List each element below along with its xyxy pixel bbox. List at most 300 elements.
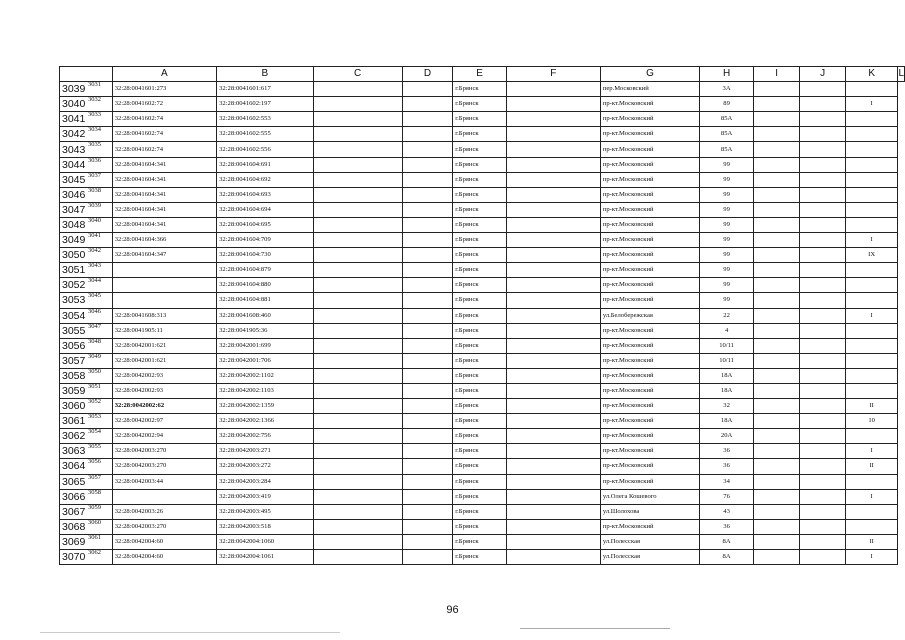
row-number-cell[interactable] [60, 187, 113, 202]
cell-j[interactable] [753, 550, 799, 565]
row-number-cell[interactable] [60, 489, 113, 504]
premises-cell[interactable]: II [845, 399, 898, 414]
row-number-cell[interactable] [60, 414, 113, 429]
house-number-cell[interactable]: 99 [700, 187, 754, 202]
cadastral-parcel-cell[interactable]: 32:28:0042002:94 [112, 429, 216, 444]
city-cell[interactable]: г.Брянск [453, 338, 507, 353]
cell-j[interactable] [753, 368, 799, 383]
row-number-cell[interactable] [60, 519, 113, 534]
cell-k[interactable] [800, 414, 846, 429]
cell-d[interactable] [313, 142, 402, 157]
cadastral-object-cell[interactable]: 32:28:0041602:555 [217, 127, 314, 142]
street-cell[interactable]: пр-кт.Московский [600, 127, 699, 142]
cadastral-object-cell[interactable]: 32:28:0041604:692 [217, 172, 314, 187]
street-cell[interactable]: пр-кт.Московский [600, 112, 699, 127]
cadastral-parcel-cell[interactable]: 32:28:0041905:11 [112, 323, 216, 338]
cadastral-parcel-cell[interactable]: 32:28:0042003:270 [112, 519, 216, 534]
cell-j[interactable] [753, 293, 799, 308]
cell-d[interactable] [313, 308, 402, 323]
premises-cell[interactable] [845, 263, 898, 278]
house-number-cell[interactable]: 22 [700, 308, 754, 323]
premises-cell[interactable] [845, 217, 898, 232]
cell-k[interactable] [800, 293, 846, 308]
city-cell[interactable]: г.Брянск [453, 97, 507, 112]
cell-e[interactable] [402, 97, 453, 112]
house-number-cell[interactable]: 43 [700, 504, 754, 519]
cell-d[interactable] [313, 278, 402, 293]
cadastral-object-cell[interactable]: 32:28:0042002:1103 [217, 383, 314, 398]
row-number-cell[interactable] [60, 82, 113, 97]
cell-d[interactable] [313, 534, 402, 549]
premises-cell[interactable] [845, 353, 898, 368]
cadastral-object-cell[interactable]: 32:28:0041604:730 [217, 248, 314, 263]
house-number-cell[interactable]: 32 [700, 399, 754, 414]
street-cell[interactable]: пр-кт.Московский [600, 157, 699, 172]
cell-e[interactable] [402, 414, 453, 429]
cell-g[interactable] [506, 278, 600, 293]
premises-cell[interactable]: I [845, 97, 898, 112]
column-header[interactable]: C [313, 67, 402, 82]
street-cell[interactable]: пр-кт.Московский [600, 172, 699, 187]
row-number-cell[interactable] [60, 429, 113, 444]
row-number-cell[interactable] [60, 368, 113, 383]
cell-g[interactable] [506, 248, 600, 263]
city-cell[interactable]: г.Брянск [453, 383, 507, 398]
cell-g[interactable] [506, 97, 600, 112]
city-cell[interactable]: г.Брянск [453, 353, 507, 368]
cell-j[interactable] [753, 519, 799, 534]
city-cell[interactable]: г.Брянск [453, 519, 507, 534]
street-cell[interactable]: пр-кт.Московский [600, 338, 699, 353]
street-cell[interactable]: пр-кт.Московский [600, 519, 699, 534]
cadastral-parcel-cell[interactable]: 32:28:0041604:366 [112, 233, 216, 248]
cadastral-object-cell[interactable]: 32:28:0042003:272 [217, 459, 314, 474]
cadastral-object-cell[interactable]: 32:28:0042001:706 [217, 353, 314, 368]
house-number-cell[interactable]: 99 [700, 217, 754, 232]
cell-j[interactable] [753, 157, 799, 172]
row-number-cell[interactable] [60, 278, 113, 293]
cell-d[interactable] [313, 127, 402, 142]
cadastral-object-cell[interactable]: 32:28:0041604:880 [217, 278, 314, 293]
cell-g[interactable] [506, 187, 600, 202]
premises-cell[interactable]: II [845, 534, 898, 549]
cell-e[interactable] [402, 353, 453, 368]
cell-e[interactable] [402, 187, 453, 202]
cell-k[interactable] [800, 383, 846, 398]
city-cell[interactable]: г.Брянск [453, 323, 507, 338]
cadastral-parcel-cell[interactable]: 32:28:0041608:313 [112, 308, 216, 323]
cell-g[interactable] [506, 202, 600, 217]
cell-k[interactable] [800, 127, 846, 142]
street-cell[interactable]: пр-кт.Московский [600, 233, 699, 248]
row-number-cell[interactable] [60, 293, 113, 308]
city-cell[interactable]: г.Брянск [453, 278, 507, 293]
house-number-cell[interactable]: 20А [700, 429, 754, 444]
cell-d[interactable] [313, 172, 402, 187]
street-cell[interactable]: пр-кт.Московский [600, 97, 699, 112]
cadastral-object-cell[interactable]: 32:28:0042002:1102 [217, 368, 314, 383]
premises-cell[interactable] [845, 323, 898, 338]
row-number-cell[interactable] [60, 217, 113, 232]
house-number-cell[interactable]: 10/11 [700, 338, 754, 353]
cadastral-object-cell[interactable]: 32:28:0041604:691 [217, 157, 314, 172]
cell-g[interactable] [506, 82, 600, 97]
column-header[interactable]: H [700, 67, 754, 82]
cadastral-parcel-cell[interactable] [112, 278, 216, 293]
column-header[interactable] [60, 67, 113, 82]
cell-d[interactable] [313, 383, 402, 398]
city-cell[interactable]: г.Брянск [453, 142, 507, 157]
cell-g[interactable] [506, 504, 600, 519]
city-cell[interactable]: г.Брянск [453, 202, 507, 217]
cell-k[interactable] [800, 157, 846, 172]
cell-e[interactable] [402, 82, 453, 97]
cadastral-parcel-cell[interactable]: 32:28:0042004:60 [112, 550, 216, 565]
cell-j[interactable] [753, 308, 799, 323]
cell-d[interactable] [313, 233, 402, 248]
cell-j[interactable] [753, 248, 799, 263]
premises-cell[interactable]: I [845, 444, 898, 459]
cell-j[interactable] [753, 217, 799, 232]
cell-d[interactable] [313, 459, 402, 474]
street-cell[interactable]: пр-кт.Московский [600, 217, 699, 232]
row-number-cell[interactable] [60, 383, 113, 398]
cell-d[interactable] [313, 248, 402, 263]
row-number-cell[interactable] [60, 459, 113, 474]
cell-d[interactable] [313, 444, 402, 459]
cell-g[interactable] [506, 550, 600, 565]
row-number-cell[interactable] [60, 474, 113, 489]
cell-j[interactable] [753, 112, 799, 127]
cell-d[interactable] [313, 550, 402, 565]
cadastral-object-cell[interactable]: 32:28:0041604:879 [217, 263, 314, 278]
row-number-cell[interactable] [60, 112, 113, 127]
cell-k[interactable] [800, 97, 846, 112]
cadastral-object-cell[interactable]: 32:28:0042003:495 [217, 504, 314, 519]
cell-d[interactable] [313, 429, 402, 444]
premises-cell[interactable]: I [845, 489, 898, 504]
cell-k[interactable] [800, 142, 846, 157]
cadastral-object-cell[interactable]: 32:28:0041604:693 [217, 187, 314, 202]
house-number-cell[interactable]: 36 [700, 519, 754, 534]
house-number-cell[interactable]: 99 [700, 278, 754, 293]
house-number-cell[interactable]: 18А [700, 383, 754, 398]
house-number-cell[interactable]: 3А [700, 82, 754, 97]
premises-cell[interactable] [845, 157, 898, 172]
cadastral-object-cell[interactable]: 32:28:0042003:284 [217, 474, 314, 489]
cell-e[interactable] [402, 278, 453, 293]
cell-d[interactable] [313, 202, 402, 217]
cell-g[interactable] [506, 233, 600, 248]
cadastral-object-cell[interactable]: 32:28:0042004:1060 [217, 534, 314, 549]
cadastral-parcel-cell[interactable]: 32:28:0041604:341 [112, 217, 216, 232]
city-cell[interactable]: г.Брянск [453, 534, 507, 549]
cell-j[interactable] [753, 187, 799, 202]
cell-g[interactable] [506, 459, 600, 474]
cadastral-object-cell[interactable]: 32:28:0042002:1359 [217, 399, 314, 414]
city-cell[interactable]: г.Брянск [453, 293, 507, 308]
premises-cell[interactable]: IX [845, 248, 898, 263]
cell-g[interactable] [506, 429, 600, 444]
street-cell[interactable]: ул.Белобережская [600, 308, 699, 323]
cell-j[interactable] [753, 263, 799, 278]
cell-d[interactable] [313, 217, 402, 232]
cell-e[interactable] [402, 459, 453, 474]
city-cell[interactable]: г.Брянск [453, 157, 507, 172]
cell-e[interactable] [402, 308, 453, 323]
cell-j[interactable] [753, 82, 799, 97]
cell-d[interactable] [313, 353, 402, 368]
cell-e[interactable] [402, 142, 453, 157]
cell-k[interactable] [800, 353, 846, 368]
city-cell[interactable]: г.Брянск [453, 127, 507, 142]
column-header[interactable]: A [112, 67, 216, 82]
city-cell[interactable]: г.Брянск [453, 172, 507, 187]
street-cell[interactable]: пр-кт.Московский [600, 459, 699, 474]
cadastral-parcel-cell[interactable]: 32:28:0041604:341 [112, 187, 216, 202]
house-number-cell[interactable]: 36 [700, 444, 754, 459]
cadastral-parcel-cell[interactable]: 32:28:0041602:74 [112, 112, 216, 127]
cadastral-object-cell[interactable]: 32:28:0041604:694 [217, 202, 314, 217]
cell-e[interactable] [402, 474, 453, 489]
street-cell[interactable]: пр-кт.Московский [600, 414, 699, 429]
cadastral-parcel-cell[interactable]: 32:28:0042004:60 [112, 534, 216, 549]
row-number-cell[interactable] [60, 338, 113, 353]
cell-e[interactable] [402, 429, 453, 444]
city-cell[interactable]: г.Брянск [453, 504, 507, 519]
cell-k[interactable] [800, 323, 846, 338]
cadastral-object-cell[interactable]: 32:28:0041604:695 [217, 217, 314, 232]
cell-g[interactable] [506, 383, 600, 398]
city-cell[interactable]: г.Брянск [453, 550, 507, 565]
cell-g[interactable] [506, 444, 600, 459]
cadastral-parcel-cell[interactable]: 32:28:0042003:26 [112, 504, 216, 519]
city-cell[interactable]: г.Брянск [453, 489, 507, 504]
cell-g[interactable] [506, 534, 600, 549]
cell-g[interactable] [506, 399, 600, 414]
premises-cell[interactable] [845, 338, 898, 353]
cell-j[interactable] [753, 504, 799, 519]
cadastral-object-cell[interactable]: 32:28:0042002:756 [217, 429, 314, 444]
cell-g[interactable] [506, 112, 600, 127]
row-number-cell[interactable] [60, 202, 113, 217]
column-header[interactable]: G [600, 67, 699, 82]
house-number-cell[interactable]: 99 [700, 233, 754, 248]
cell-e[interactable] [402, 248, 453, 263]
house-number-cell[interactable]: 99 [700, 248, 754, 263]
cell-e[interactable] [402, 323, 453, 338]
premises-cell[interactable] [845, 82, 898, 97]
street-cell[interactable]: пр-кт.Московский [600, 383, 699, 398]
cell-e[interactable] [402, 399, 453, 414]
cadastral-object-cell[interactable]: 32:28:0041601:617 [217, 82, 314, 97]
house-number-cell[interactable]: 99 [700, 202, 754, 217]
cadastral-object-cell[interactable]: 32:28:0042004:1061 [217, 550, 314, 565]
cell-k[interactable] [800, 504, 846, 519]
cadastral-parcel-cell[interactable]: 32:28:0042003:44 [112, 474, 216, 489]
cell-e[interactable] [402, 157, 453, 172]
column-header[interactable]: K [845, 67, 898, 82]
cadastral-object-cell[interactable]: 32:28:0042003:271 [217, 444, 314, 459]
column-header[interactable]: E [453, 67, 507, 82]
city-cell[interactable]: г.Брянск [453, 263, 507, 278]
cadastral-object-cell[interactable]: 32:28:0042002:1366 [217, 414, 314, 429]
city-cell[interactable]: г.Брянск [453, 399, 507, 414]
row-number-cell[interactable] [60, 248, 113, 263]
street-cell[interactable]: пр-кт.Московский [600, 399, 699, 414]
cell-j[interactable] [753, 353, 799, 368]
row-number-cell[interactable] [60, 172, 113, 187]
cadastral-parcel-cell[interactable]: 32:28:0042003:270 [112, 444, 216, 459]
street-cell[interactable]: пр-кт.Московский [600, 444, 699, 459]
premises-cell[interactable]: 10 [845, 414, 898, 429]
premises-cell[interactable]: I [845, 550, 898, 565]
premises-cell[interactable] [845, 202, 898, 217]
cell-k[interactable] [800, 217, 846, 232]
cadastral-parcel-cell[interactable]: 32:28:0041604:341 [112, 172, 216, 187]
cell-d[interactable] [313, 414, 402, 429]
house-number-cell[interactable]: 18А [700, 414, 754, 429]
cadastral-object-cell[interactable]: 32:28:0042003:518 [217, 519, 314, 534]
cell-k[interactable] [800, 248, 846, 263]
row-number-cell[interactable] [60, 399, 113, 414]
cadastral-parcel-cell[interactable] [112, 263, 216, 278]
row-number-cell[interactable] [60, 263, 113, 278]
premises-cell[interactable] [845, 187, 898, 202]
premises-cell[interactable] [845, 429, 898, 444]
house-number-cell[interactable]: 8А [700, 534, 754, 549]
cell-e[interactable] [402, 368, 453, 383]
city-cell[interactable]: г.Брянск [453, 217, 507, 232]
cell-j[interactable] [753, 444, 799, 459]
cell-e[interactable] [402, 202, 453, 217]
house-number-cell[interactable]: 89 [700, 97, 754, 112]
cadastral-parcel-cell[interactable]: 32:28:0041601:273 [112, 82, 216, 97]
column-header[interactable]: B [217, 67, 314, 82]
cell-j[interactable] [753, 414, 799, 429]
house-number-cell[interactable]: 99 [700, 263, 754, 278]
cell-g[interactable] [506, 519, 600, 534]
cell-g[interactable] [506, 142, 600, 157]
cadastral-object-cell[interactable]: 32:28:0041602:197 [217, 97, 314, 112]
cell-k[interactable] [800, 263, 846, 278]
cell-e[interactable] [402, 550, 453, 565]
city-cell[interactable]: г.Брянск [453, 368, 507, 383]
cell-k[interactable] [800, 172, 846, 187]
premises-cell[interactable] [845, 278, 898, 293]
cell-j[interactable] [753, 474, 799, 489]
street-cell[interactable]: ул.Олега Кошевого [600, 489, 699, 504]
cell-e[interactable] [402, 127, 453, 142]
premises-cell[interactable] [845, 383, 898, 398]
house-number-cell[interactable]: 85А [700, 112, 754, 127]
street-cell[interactable]: пр-кт.Московский [600, 323, 699, 338]
cell-j[interactable] [753, 202, 799, 217]
cadastral-object-cell[interactable]: 32:28:0041905:36 [217, 323, 314, 338]
cell-d[interactable] [313, 338, 402, 353]
premises-cell[interactable] [845, 474, 898, 489]
cadastral-parcel-cell[interactable]: 32:28:0041602:74 [112, 142, 216, 157]
cell-g[interactable] [506, 172, 600, 187]
cell-d[interactable] [313, 368, 402, 383]
cell-d[interactable] [313, 293, 402, 308]
city-cell[interactable]: г.Брянск [453, 459, 507, 474]
house-number-cell[interactable]: 99 [700, 293, 754, 308]
cell-k[interactable] [800, 444, 846, 459]
cell-g[interactable] [506, 308, 600, 323]
cell-j[interactable] [753, 172, 799, 187]
cell-k[interactable] [800, 368, 846, 383]
street-cell[interactable]: ул.Полесская [600, 550, 699, 565]
cell-k[interactable] [800, 429, 846, 444]
cadastral-object-cell[interactable]: 32:28:0041608:460 [217, 308, 314, 323]
cadastral-parcel-cell[interactable]: 32:28:0042002:93 [112, 368, 216, 383]
cell-g[interactable] [506, 157, 600, 172]
premises-cell[interactable] [845, 293, 898, 308]
cell-e[interactable] [402, 534, 453, 549]
cadastral-parcel-cell[interactable]: 32:28:0042003:270 [112, 459, 216, 474]
row-number-cell[interactable] [60, 353, 113, 368]
column-header[interactable]: J [800, 67, 846, 82]
cell-k[interactable] [800, 233, 846, 248]
row-number-cell[interactable] [60, 550, 113, 565]
cell-g[interactable] [506, 414, 600, 429]
cell-d[interactable] [313, 323, 402, 338]
cell-g[interactable] [506, 293, 600, 308]
cell-e[interactable] [402, 293, 453, 308]
cell-e[interactable] [402, 263, 453, 278]
city-cell[interactable]: г.Брянск [453, 414, 507, 429]
house-number-cell[interactable]: 36 [700, 459, 754, 474]
cadastral-parcel-cell[interactable]: 32:28:0042002:93 [112, 383, 216, 398]
cell-g[interactable] [506, 489, 600, 504]
premises-cell[interactable]: II [845, 459, 898, 474]
house-number-cell[interactable]: 4 [700, 323, 754, 338]
cadastral-parcel-cell[interactable]: 32:28:0042001:621 [112, 353, 216, 368]
house-number-cell[interactable]: 99 [700, 157, 754, 172]
city-cell[interactable]: г.Брянск [453, 308, 507, 323]
cell-k[interactable] [800, 534, 846, 549]
row-number-cell[interactable] [60, 504, 113, 519]
street-cell[interactable]: пер.Московский [600, 82, 699, 97]
row-number-cell[interactable] [60, 127, 113, 142]
cell-k[interactable] [800, 202, 846, 217]
cell-d[interactable] [313, 263, 402, 278]
house-number-cell[interactable]: 10/11 [700, 353, 754, 368]
premises-cell[interactable]: I [845, 308, 898, 323]
cell-k[interactable] [800, 519, 846, 534]
column-header[interactable]: F [506, 67, 600, 82]
cell-d[interactable] [313, 82, 402, 97]
house-number-cell[interactable]: 34 [700, 474, 754, 489]
cell-e[interactable] [402, 112, 453, 127]
city-cell[interactable]: г.Брянск [453, 233, 507, 248]
house-number-cell[interactable]: 85А [700, 127, 754, 142]
row-number-cell[interactable] [60, 308, 113, 323]
street-cell[interactable]: пр-кт.Московский [600, 278, 699, 293]
cell-j[interactable] [753, 142, 799, 157]
cell-k[interactable] [800, 459, 846, 474]
house-number-cell[interactable]: 8А [700, 550, 754, 565]
row-number-cell[interactable] [60, 97, 113, 112]
city-cell[interactable]: г.Брянск [453, 444, 507, 459]
cell-e[interactable] [402, 217, 453, 232]
cell-j[interactable] [753, 399, 799, 414]
cell-j[interactable] [753, 323, 799, 338]
cell-g[interactable] [506, 368, 600, 383]
premises-cell[interactable] [845, 519, 898, 534]
cell-e[interactable] [402, 172, 453, 187]
